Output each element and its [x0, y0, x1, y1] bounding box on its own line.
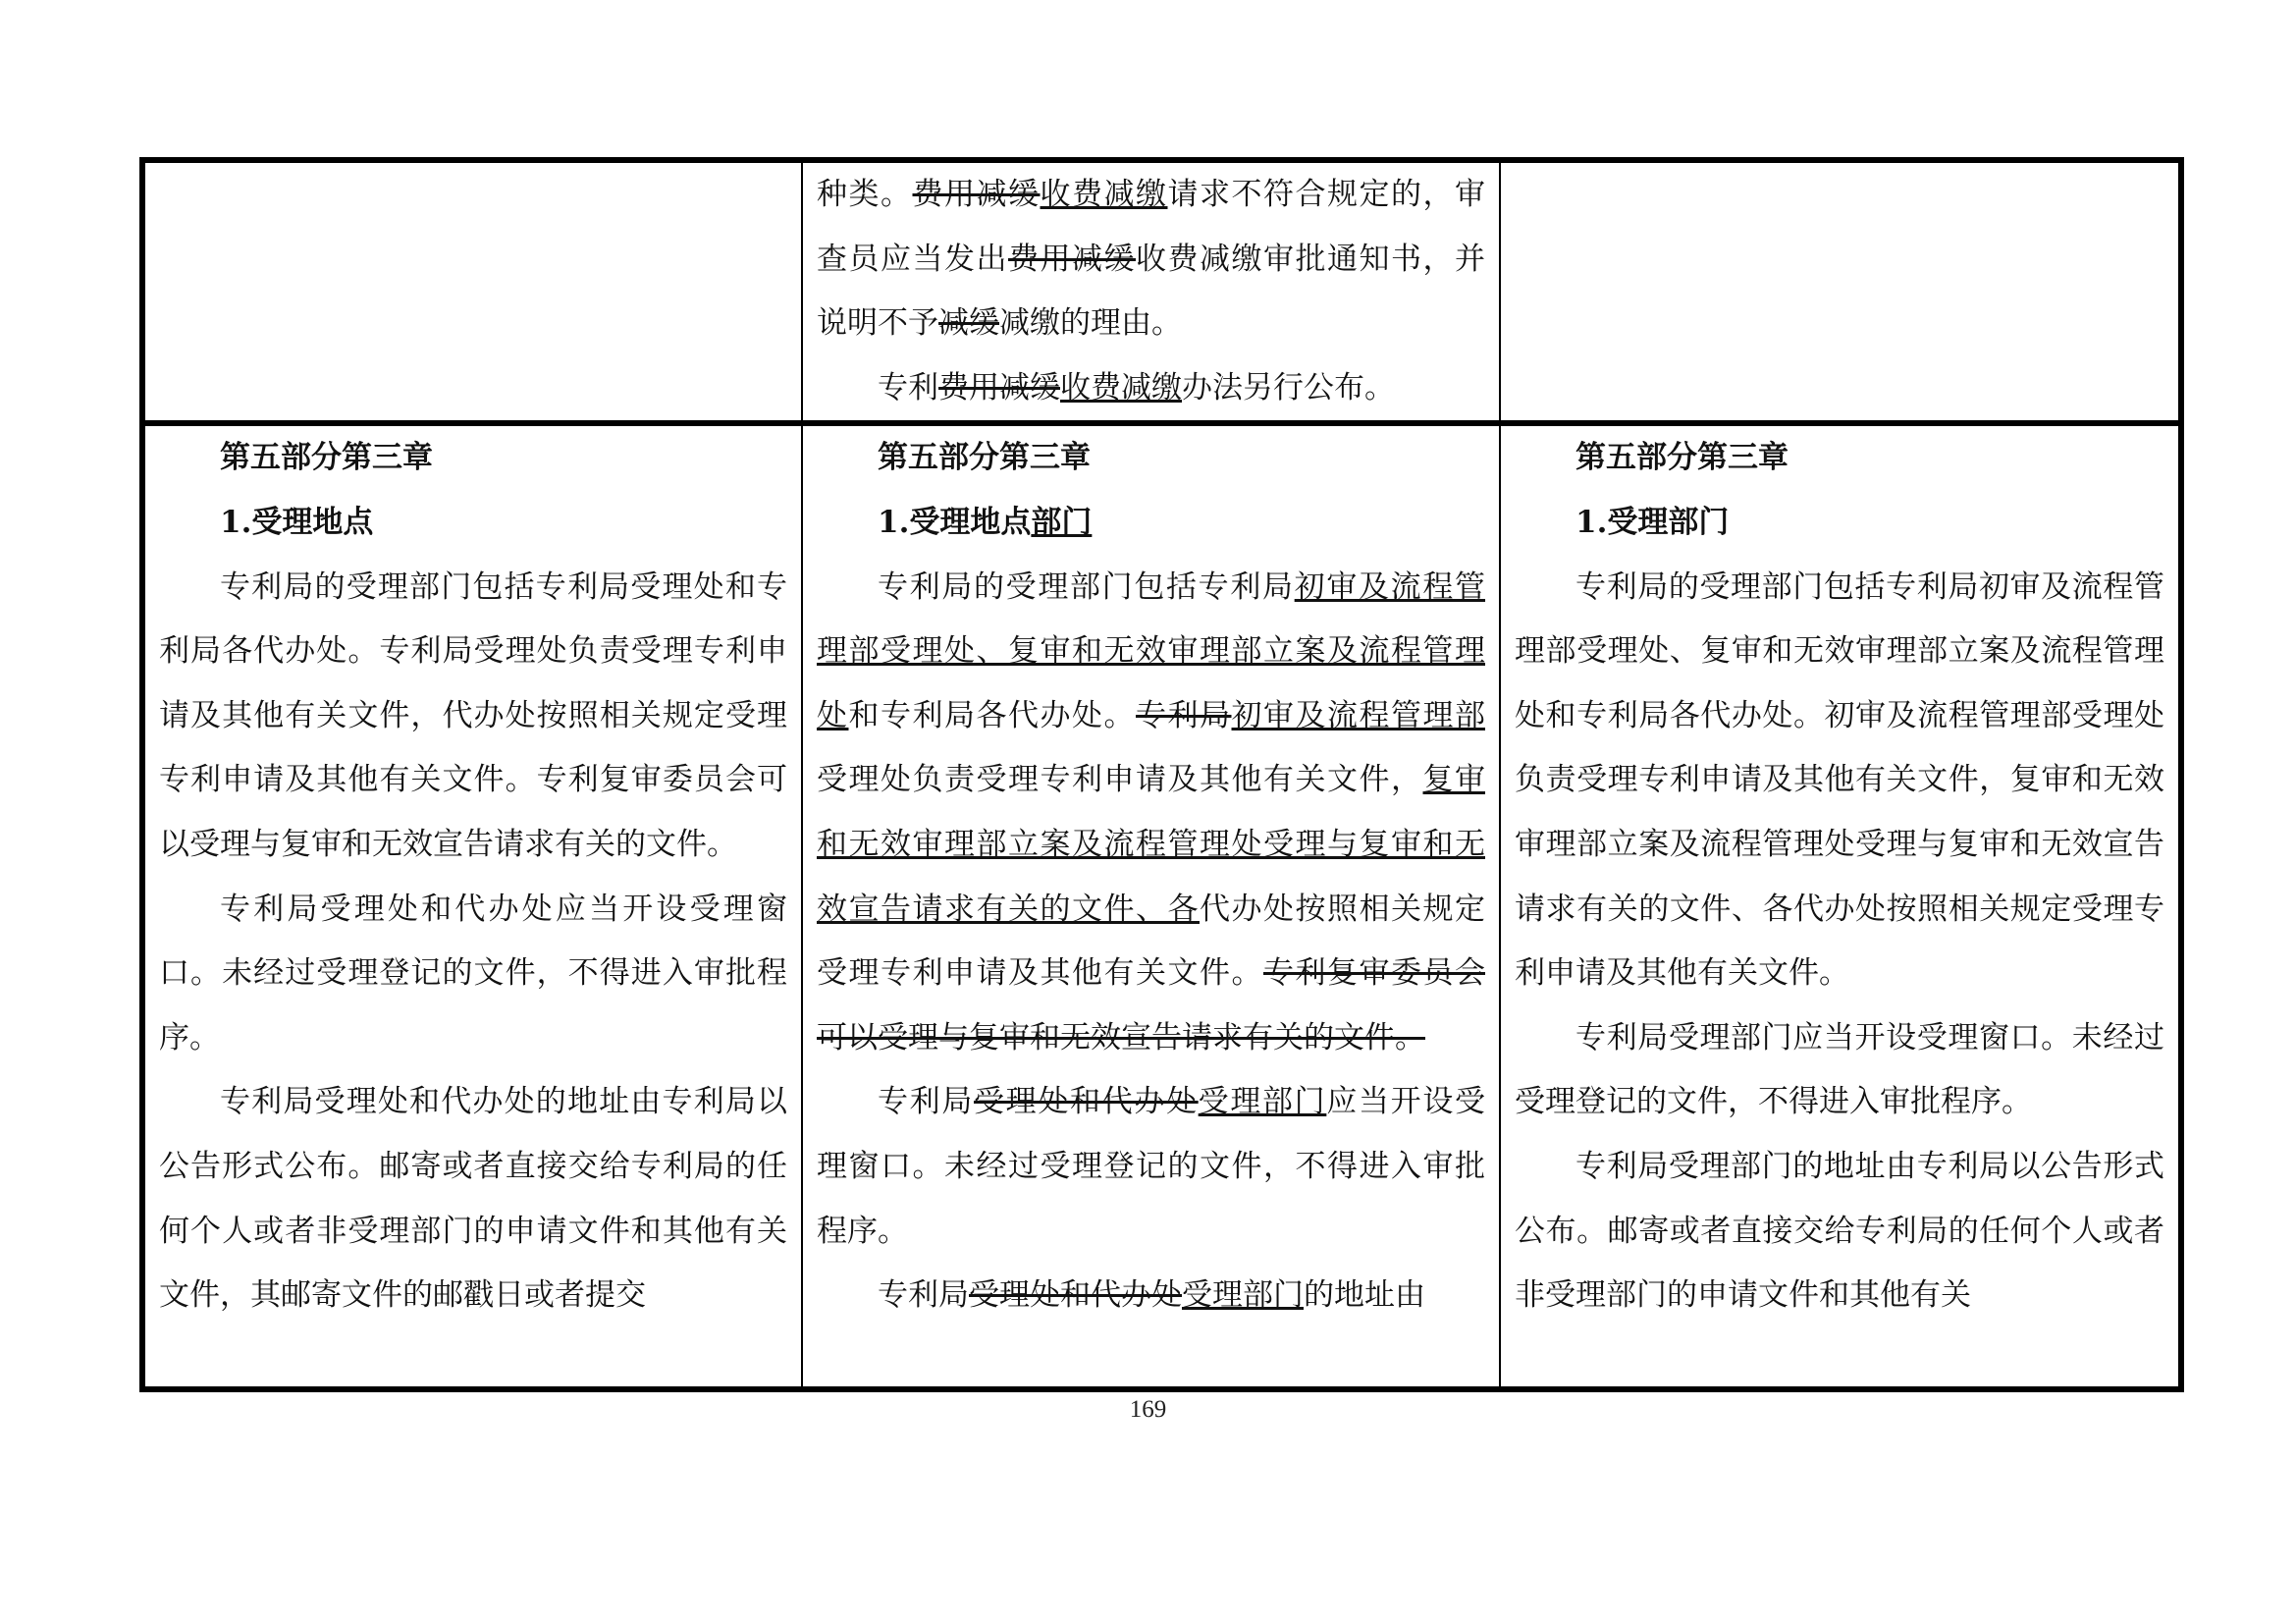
text-run: 代办处按照相关规定受理专利申请及其他有关文件。 [817, 891, 1485, 992]
paragraph [1515, 1006, 2164, 1135]
paragraph [1515, 556, 2164, 1006]
inserted-text: 受理部门 [1182, 1277, 1304, 1314]
text-run: 的地址由 [1304, 1277, 1425, 1314]
text-run: 专利局的受理部门包括专利局 [878, 568, 1295, 605]
section-heading: 1.受理地点 [220, 504, 374, 540]
revised-paragraphs [817, 556, 1485, 1328]
text-run: 1.受理地点 [878, 504, 1032, 540]
original-paragraphs [159, 556, 787, 1328]
chapter-heading: 第五部分第三章 [220, 440, 433, 476]
text-run: 专利局受理处和代办处的地址由专利局以公告形式公布。邮寄或者直接交给专利局的任何个人或者非受理部门的申请文件和其他有关文件，其邮寄文件的邮戳日或者提交 [159, 1084, 787, 1314]
text-run: 专利局 [878, 1277, 969, 1314]
chapter-heading: 第五部分第三章 [878, 440, 1091, 476]
text-run: 专利 [878, 369, 938, 406]
inserted-text: 收费减缴 [1040, 177, 1168, 212]
inserted-text: 收费减缴 [1060, 369, 1182, 406]
text-run: 专利局 [878, 1084, 974, 1120]
cell-original-text-empty [142, 160, 802, 423]
paragraph [817, 1264, 1485, 1328]
deleted-text: 受理处和代办处 [969, 1277, 1182, 1314]
paragraph [817, 556, 1485, 1071]
cell-revised-text [802, 423, 1500, 1389]
deleted-text: 减缓 [938, 305, 999, 342]
chapter-heading: 第五部分第三章 [1575, 440, 1789, 476]
table-row-section [142, 423, 2181, 1389]
inserted-text: 初审及流程管理部 [1231, 697, 1485, 733]
clean-paragraphs [1515, 556, 2164, 1328]
revised-paragraphs [817, 163, 1485, 420]
text-run: 和专利局各代办处。 [848, 697, 1136, 733]
text-run: 收费减缴审批通知书，并说明不予 [817, 241, 1485, 342]
inserted-text: 复审和无效审理部立案及流程管理处受理与复审和无效宣告请求有关的文件、各 [817, 762, 1485, 927]
deleted-text: 专利复审委员会可以受理与复审和无效宣告请求有关的文件。 [817, 955, 1485, 1055]
inserted-text: 初审及流程管理部受理处、复审和无效审理部立案及流程管理处 [817, 568, 1486, 733]
text-run: 减缴的理由。 [999, 305, 1182, 342]
inserted-text: 受理部门 [1198, 1084, 1327, 1120]
section-heading: 1.受理部门 [1575, 504, 1730, 540]
paragraph [159, 556, 787, 878]
paragraph [817, 1070, 1485, 1264]
paragraph [1515, 1135, 2164, 1328]
deleted-text: 费用减缓 [938, 369, 1060, 406]
text-run: 专利局的受理部门包括专利局受理处和专利局各代办处。专利局受理处负责受理专利申请及其他有关文件，代办处按照相关规定受理专利申请及其他有关文件。专利复审委员会可以受理与复审和无效宣告请求有关的文件。 [159, 568, 787, 862]
page-number: 169 [1129, 1396, 1167, 1423]
paragraph [159, 1070, 787, 1327]
cell-clean-text [1500, 423, 2181, 1389]
text-run: 应当开设受理窗口。未经过受理登记的文件，不得进入审批程序。 [817, 1084, 1486, 1249]
cell-clean-text-empty [1500, 160, 2181, 423]
cell-revised-text [802, 160, 1500, 423]
text-run: 种类。 [817, 177, 913, 212]
deleted-text: 专利局 [1136, 697, 1232, 733]
deleted-text: 费用减缓 [1008, 241, 1136, 277]
text-run: 受理处负责受理专利申请及其他有关文件， [817, 762, 1423, 798]
paragraph [817, 163, 1485, 356]
paragraph [159, 878, 787, 1071]
text-run: 请求不符合规定的，审查员应当发出 [817, 177, 1485, 277]
section-heading [817, 491, 1485, 556]
cell-original-text [142, 423, 802, 1389]
inserted-text: 部门 [1031, 504, 1093, 540]
comparison-table [139, 157, 2184, 1392]
deleted-text: 受理处和代办处 [974, 1084, 1199, 1120]
deleted-text: 费用减缓 [912, 177, 1041, 212]
text-run: 专利局的受理部门包括专利局初审及流程管理部受理处、复审和无效审理部立案及流程管理处和专利局各代办处。初审及流程管理部受理处负责受理专利申请及其他有关文件，复审和无效审理部立案及流程管理处受理与复审和无效宣告请求有关的文件、各代办处按照相关规定受理专利申请及其他有关文件。 [1515, 568, 2164, 992]
text-run: 专利局受理部门应当开设受理窗口。未经过受理登记的文件，不得进入审批程序。 [1515, 1019, 2164, 1120]
text-run: 专利局受理处和代办处应当开设受理窗口。未经过受理登记的文件，不得进入审批程序。 [159, 891, 787, 1055]
text-run: 专利局受理部门的地址由专利局以公告形式公布。邮寄或者直接交给专利局的任何个人或者非受理部门的申请文件和其他有关 [1515, 1148, 2164, 1314]
text-run: 办法另行公布。 [1182, 369, 1395, 406]
paragraph [817, 356, 1485, 421]
table-row-continued [142, 160, 2181, 423]
